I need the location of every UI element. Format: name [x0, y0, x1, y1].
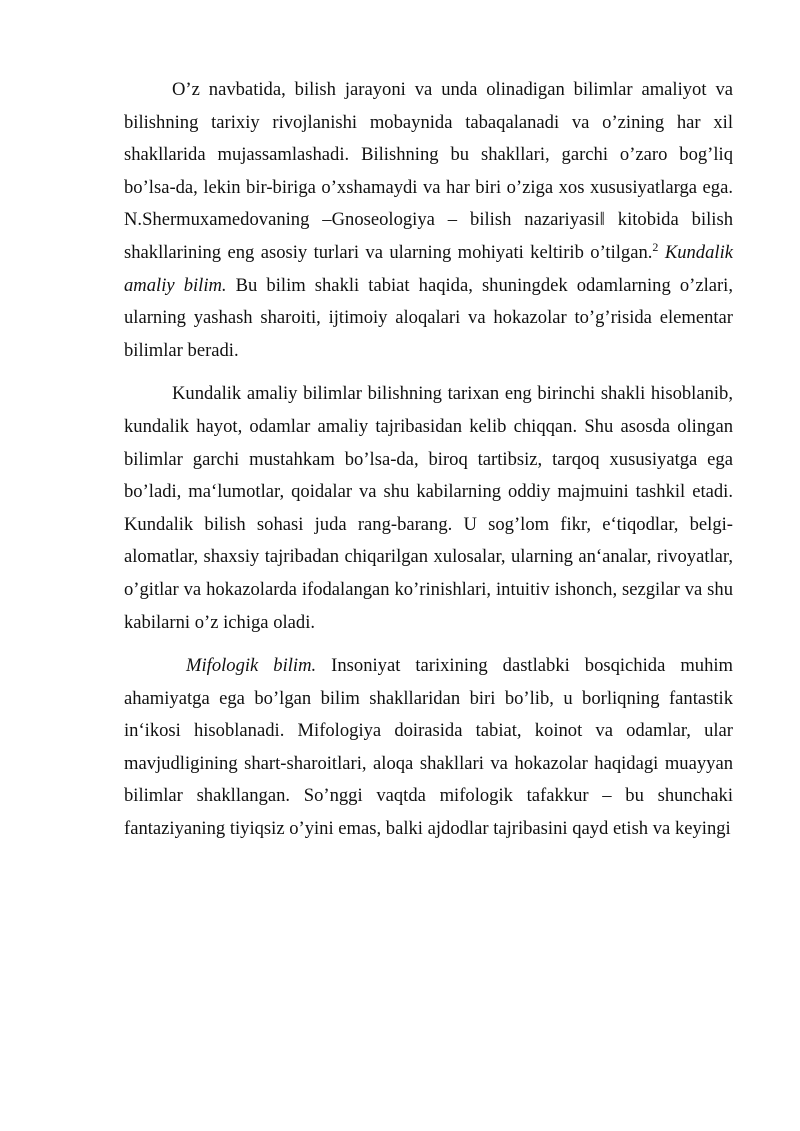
paragraph-2-text: Kundalik amaliy bilimlar bilishning tarixan eng birinchi shakli hisoblanib, kundalik hayot, odamlar amaliy tajribasidan kelib chiqqan. Shu asosda olingan bilimlar garchi mustahkam bo’lsa-da, biroq tartibsiz, tarqoq xususiyatga ega bo’ladi, ma‘lumotlar, qoidalar va shu kabilarning oddiy majmuini tashkil etadi. Kundalik bilish sohasi juda rang-barang. U sog’lom fikr, e‘tiqodlar, belgi-alomatlar, shaxsiy tajribadan chiqarilgan xulosalar, ularning an‘analar, rivoyatlar, o’gitlar va hokazolarda ifodalangan ko’rinishlari, intuitiv ishonch, sezgilar va shu kabilarni o’z ichiga oladi.	[124, 383, 733, 633]
term-kundalik-amaliy-bilim: Kundalik amaliy bilim.	[124, 241, 733, 296]
paragraph-1-text-b: Bu bilim shakli tabiat haqida, shuningdek odamlarning o’zlari, ularning yashash sharoiti, ijtimoiy aloqalari va hokazolar to’g’risida elementar bilimlar beradi.	[124, 274, 733, 361]
footnote-marker: 2	[652, 239, 659, 254]
paragraph-1	[124, 74, 733, 367]
paragraph-2	[124, 378, 733, 639]
paragraph-1-text-a: O’z navbatida, bilish jarayoni va unda olinadigan bilimlar amaliyot va bilishning tarixiy rivojlanishi mobaynida tabaqalanadi va o’zining har xil shakllarida mujassamlashadi. Bilishning bu shakllari, garchi o’zaro bog’liq bo’lsa-da, lekin bir-biriga o’xshamaydi va har biri o’ziga xos xususiyatlarga ega. N.Shermuxamedovaning –Gnoseologiya – bilish nazariyasi‖ kitobida bilish shakllarining eng asosiy turlari va ularning mohiyati keltirib o’tilgan.	[124, 79, 733, 263]
paragraph-3-text: Insoniyat tarixining dastlabki bosqichida muhim ahamiyatga ega bo’lgan bilim shakllaridan biri bo’lib, u borliqning fantastik in‘ikosi hisoblanadi. Mifologiya doirasida tabiat, koinot va odamlar, ular mavjudligining shart-sharoitlari, aloqa shakllari va hokazolar haqidagi muayyan bilimlar shakllangan. So’nggi vaqtda mifologik tafakkur – bu shunchaki fantaziyaning tiyiqsiz o’yini emas, balki ajdodlar tajribasini qayd etish va keyingi	[124, 655, 733, 840]
document-page	[124, 74, 733, 846]
paragraph-3	[124, 650, 733, 846]
term-mifologik-bilim: Mifologik bilim.	[186, 655, 317, 677]
